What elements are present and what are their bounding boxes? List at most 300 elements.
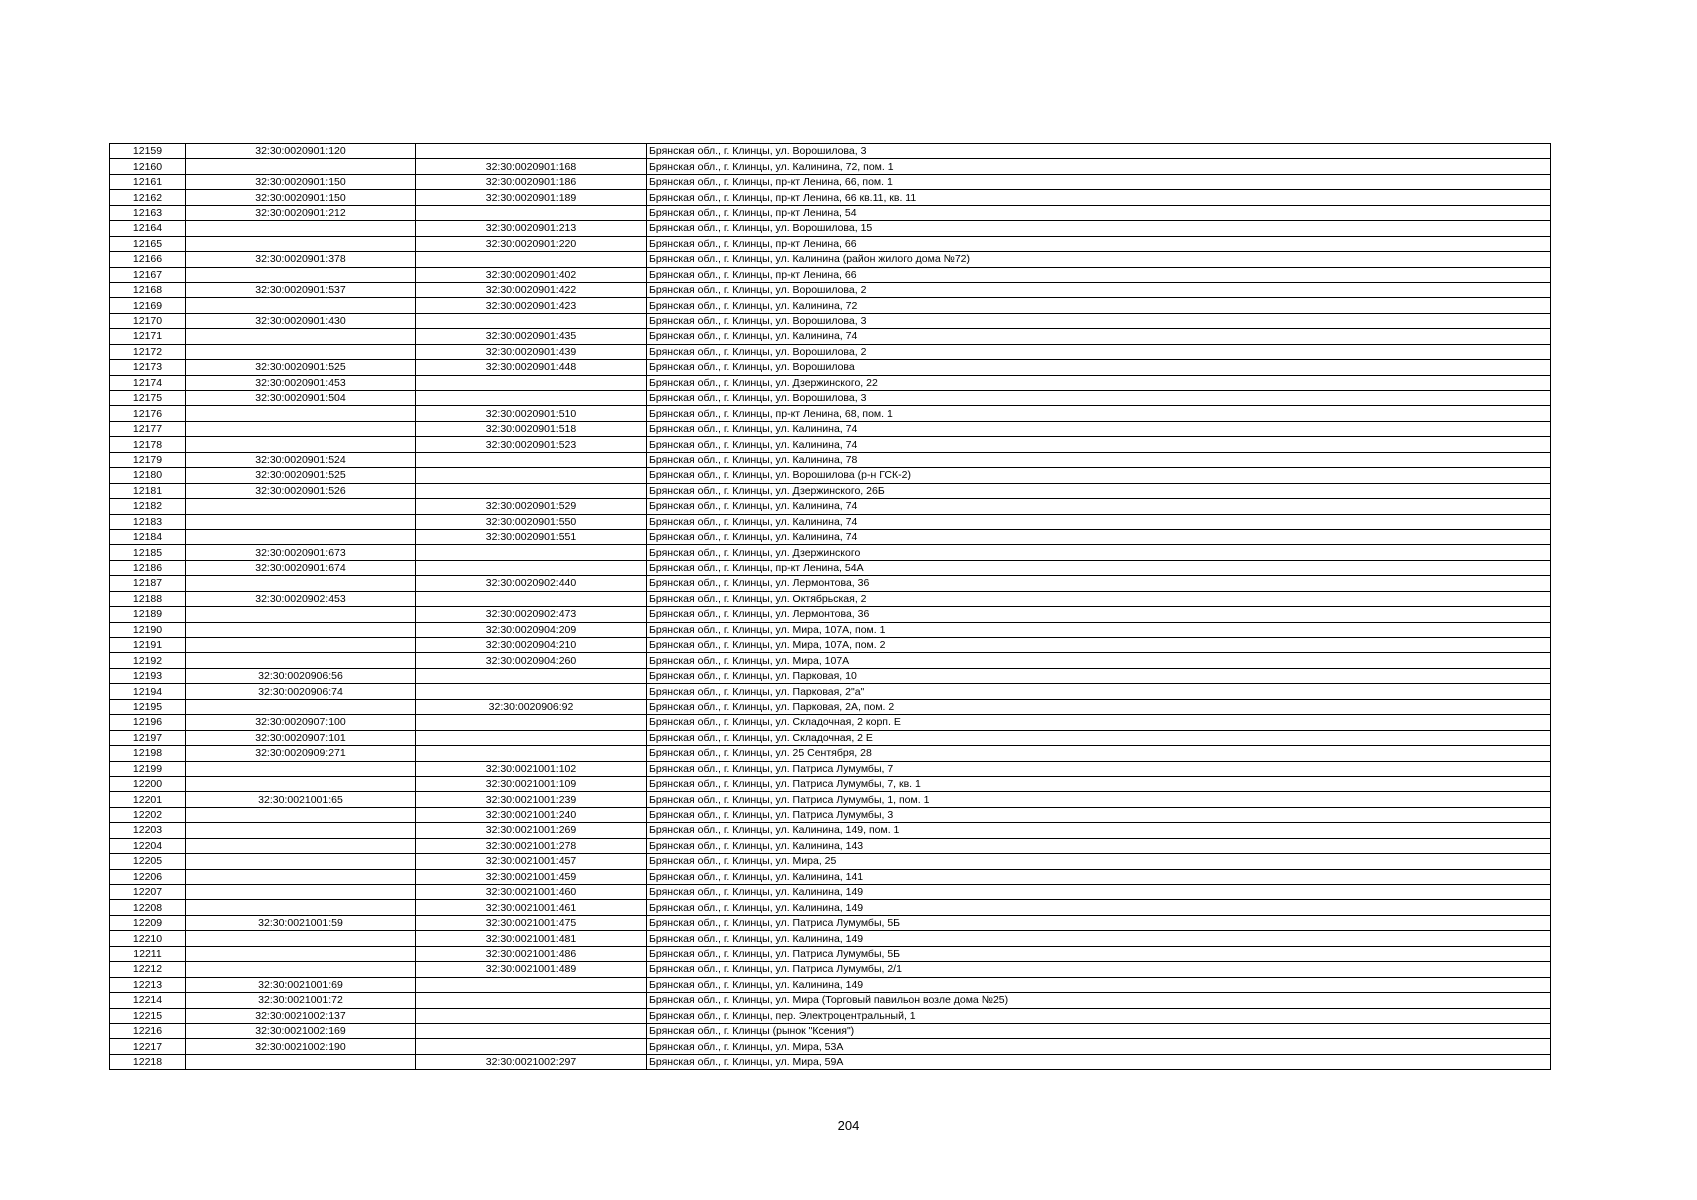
table-row [110,499,1551,514]
address-cell: Брянская обл., г. Клинцы, пр-кт Ленина, 66 кв.11, кв. 11 [647,190,1551,205]
cadastral-number-cell [186,514,416,529]
cadastral-number-cell: 32:30:0020909:271 [186,746,416,761]
object-cadastral-number-cell [416,977,647,992]
address-cell: Брянская обл., г. Клинцы, ул. Патриса Лумумбы, 2/1 [647,962,1551,977]
row-number-cell: 12204 [110,838,186,853]
row-number-cell: 12213 [110,977,186,992]
row-number-cell: 12195 [110,699,186,714]
row-number-cell: 12210 [110,931,186,946]
table-row [110,576,1551,591]
row-number-cell: 12189 [110,607,186,622]
cadastral-number-cell [186,761,416,776]
object-cadastral-number-cell: 32:30:0021001:239 [416,792,647,807]
object-cadastral-number-cell: 32:30:0021001:481 [416,931,647,946]
table-row [110,483,1551,498]
address-cell: Брянская обл., г. Клинцы, пер. Электроцентральный, 1 [647,1008,1551,1023]
object-cadastral-number-cell [416,252,647,267]
table-row [110,344,1551,359]
row-number-cell: 12170 [110,313,186,328]
address-cell: Брянская обл., г. Клинцы, ул. Ворошилова, 15 [647,221,1551,236]
row-number-cell: 12163 [110,205,186,220]
row-number-cell: 12197 [110,730,186,745]
table-row [110,313,1551,328]
object-cadastral-number-cell: 32:30:0020901:529 [416,499,647,514]
cadastral-number-cell [186,159,416,174]
row-number-cell: 12191 [110,638,186,653]
object-cadastral-number-cell: 32:30:0020901:213 [416,221,647,236]
address-cell: Брянская обл., г. Клинцы, ул. Ворошилова, 2 [647,344,1551,359]
table-row [110,823,1551,838]
address-cell: Брянская обл., г. Клинцы, ул. Калинина (район жилого дома №72) [647,252,1551,267]
object-cadastral-number-cell: 32:30:0020901:220 [416,236,647,251]
cadastral-number-cell [186,807,416,822]
row-number-cell: 12211 [110,946,186,961]
cadastral-number-cell [186,267,416,282]
cadastral-number-cell: 32:30:0020901:673 [186,545,416,560]
row-number-cell: 12161 [110,174,186,189]
table-row [110,607,1551,622]
row-number-cell: 12171 [110,329,186,344]
object-cadastral-number-cell [416,468,647,483]
row-number-cell: 12203 [110,823,186,838]
table-row [110,514,1551,529]
table-row [110,993,1551,1008]
row-number-cell: 12182 [110,499,186,514]
object-cadastral-number-cell: 32:30:0021001:457 [416,854,647,869]
row-number-cell: 12176 [110,406,186,421]
address-cell: Брянская обл., г. Клинцы, ул. Мира, 107А [647,653,1551,668]
cadastral-number-cell [186,221,416,236]
table-row [110,776,1551,791]
object-cadastral-number-cell [416,715,647,730]
row-number-cell: 12160 [110,159,186,174]
address-cell: Брянская обл., г. Клинцы, ул. Дзержинского [647,545,1551,560]
row-number-cell: 12168 [110,282,186,297]
address-cell: Брянская обл., г. Клинцы, ул. Ворошилова (р-н ГСК-2) [647,468,1551,483]
cadastral-number-cell [186,699,416,714]
address-cell: Брянская обл., г. Клинцы, ул. Патриса Лумумбы, 5Б [647,915,1551,930]
row-number-cell: 12201 [110,792,186,807]
address-cell: Брянская обл., г. Клинцы, ул. Калинина, 143 [647,838,1551,853]
cadastral-number-cell [186,437,416,452]
table-row [110,915,1551,930]
table-row [110,684,1551,699]
object-cadastral-number-cell: 32:30:0020904:260 [416,653,647,668]
table-row [110,668,1551,683]
address-cell: Брянская обл., г. Клинцы, ул. Мира, 53А [647,1039,1551,1054]
address-cell: Брянская обл., г. Клинцы, ул. Патриса Лумумбы, 7, кв. 1 [647,776,1551,791]
table-row [110,653,1551,668]
cadastral-number-cell: 32:30:0021002:169 [186,1023,416,1038]
object-cadastral-number-cell: 32:30:0020901:168 [416,159,647,174]
row-number-cell: 12159 [110,144,186,159]
object-cadastral-number-cell: 32:30:0020904:209 [416,622,647,637]
table-row [110,360,1551,375]
table-row [110,1023,1551,1038]
object-cadastral-number-cell: 32:30:0020901:186 [416,174,647,189]
address-cell: Брянская обл., г. Клинцы, ул. Лермонтова, 36 [647,607,1551,622]
table-row [110,252,1551,267]
table-row [110,946,1551,961]
cadastral-number-cell [186,854,416,869]
cadastral-number-cell: 32:30:0020901:453 [186,375,416,390]
object-cadastral-number-cell [416,746,647,761]
table-row [110,838,1551,853]
table-row [110,221,1551,236]
table-row [110,282,1551,297]
cadastral-number-cell [186,406,416,421]
cadastral-number-cell [186,1054,416,1069]
object-cadastral-number-cell: 32:30:0021001:489 [416,962,647,977]
address-cell: Брянская обл., г. Клинцы, ул. Патриса Лумумбы, 5Б [647,946,1551,961]
address-cell: Брянская обл., г. Клинцы, ул. Калинина, 149, пом. 1 [647,823,1551,838]
table-row [110,869,1551,884]
table-row [110,468,1551,483]
object-cadastral-number-cell: 32:30:0021001:240 [416,807,647,822]
table-row [110,174,1551,189]
address-cell: Брянская обл., г. Клинцы, ул. Парковая, 2А, пом. 2 [647,699,1551,714]
page-number: 204 [837,1118,860,1133]
address-cell: Брянская обл., г. Клинцы, пр-кт Ленина, 68, пом. 1 [647,406,1551,421]
cadastral-number-cell [186,946,416,961]
row-number-cell: 12173 [110,360,186,375]
row-number-cell: 12164 [110,221,186,236]
object-cadastral-number-cell [416,1039,647,1054]
cadastral-number-cell: 32:30:0020902:453 [186,591,416,606]
object-cadastral-number-cell: 32:30:0020902:473 [416,607,647,622]
address-cell: Брянская обл., г. Клинцы, ул. Дзержинского, 22 [647,375,1551,390]
address-cell: Брянская обл., г. Клинцы, ул. Мира, 107А, пом. 1 [647,622,1551,637]
object-cadastral-number-cell: 32:30:0020901:422 [416,282,647,297]
object-cadastral-number-cell [416,313,647,328]
cadastral-number-cell [186,885,416,900]
cadastral-number-cell: 32:30:0020901:504 [186,391,416,406]
row-number-cell: 12217 [110,1039,186,1054]
object-cadastral-number-cell [416,668,647,683]
address-cell: Брянская обл., г. Клинцы, ул. Калинина, 78 [647,452,1551,467]
address-cell: Брянская обл., г. Клинцы, ул. Калинина, 72 [647,298,1551,313]
table-row [110,622,1551,637]
address-cell: Брянская обл., г. Клинцы, ул. Мира, 25 [647,854,1551,869]
row-number-cell: 12199 [110,761,186,776]
address-cell: Брянская обл., г. Клинцы, ул. Складочная, 2 Е [647,730,1551,745]
table-row [110,391,1551,406]
cadastral-number-cell [186,329,416,344]
address-cell: Брянская обл., г. Клинцы, ул. Ворошилова, 3 [647,391,1551,406]
object-cadastral-number-cell: 32:30:0020901:551 [416,529,647,544]
row-number-cell: 12172 [110,344,186,359]
address-cell: Брянская обл., г. Клинцы, пр-кт Ленина, 66, пом. 1 [647,174,1551,189]
cadastral-number-cell [186,576,416,591]
object-cadastral-number-cell: 32:30:0021001:102 [416,761,647,776]
row-number-cell: 12177 [110,421,186,436]
object-cadastral-number-cell [416,1008,647,1023]
address-cell: Брянская обл., г. Клинцы, ул. Калинина, 74 [647,514,1551,529]
table-row [110,529,1551,544]
row-number-cell: 12184 [110,529,186,544]
object-cadastral-number-cell [416,452,647,467]
table-row [110,931,1551,946]
address-cell: Брянская обл., г. Клинцы, ул. Калинина, 74 [647,437,1551,452]
address-cell: Брянская обл., г. Клинцы, ул. Калинина, 149 [647,900,1551,915]
row-number-cell: 12188 [110,591,186,606]
address-cell: Брянская обл., г. Клинцы, пр-кт Ленина, 54 [647,205,1551,220]
cadastral-number-cell: 32:30:0021001:59 [186,915,416,930]
row-number-cell: 12181 [110,483,186,498]
object-cadastral-number-cell: 32:30:0021001:459 [416,869,647,884]
table-row [110,545,1551,560]
row-number-cell: 12194 [110,684,186,699]
row-number-cell: 12175 [110,391,186,406]
table-row [110,854,1551,869]
cadastral-number-cell: 32:30:0020901:378 [186,252,416,267]
object-cadastral-number-cell: 32:30:0021002:297 [416,1054,647,1069]
object-cadastral-number-cell: 32:30:0020906:92 [416,699,647,714]
row-number-cell: 12162 [110,190,186,205]
row-number-cell: 12186 [110,560,186,575]
table-row [110,977,1551,992]
table-row [110,205,1551,220]
table-row [110,190,1551,205]
cadastral-number-cell: 32:30:0020901:674 [186,560,416,575]
table-row [110,329,1551,344]
object-cadastral-number-cell: 32:30:0020901:189 [416,190,647,205]
row-number-cell: 12190 [110,622,186,637]
cadastral-number-cell [186,776,416,791]
row-number-cell: 12165 [110,236,186,251]
cadastral-number-cell: 32:30:0020907:101 [186,730,416,745]
address-cell: Брянская обл., г. Клинцы, ул. Парковая, 2"а" [647,684,1551,699]
table-row [110,962,1551,977]
object-cadastral-number-cell: 32:30:0020901:550 [416,514,647,529]
table-row [110,406,1551,421]
cadastral-number-cell [186,931,416,946]
row-number-cell: 12167 [110,267,186,282]
address-cell: Брянская обл., г. Клинцы, пр-кт Ленина, 54А [647,560,1551,575]
address-cell: Брянская обл., г. Клинцы (рынок "Ксения") [647,1023,1551,1038]
cadastral-number-cell: 32:30:0020901:525 [186,468,416,483]
address-cell: Брянская обл., г. Клинцы, ул. Калинина, 149 [647,977,1551,992]
object-cadastral-number-cell [416,545,647,560]
table-row [110,560,1551,575]
registry-table [109,143,1551,1070]
row-number-cell: 12205 [110,854,186,869]
row-number-cell: 12196 [110,715,186,730]
table-row [110,715,1551,730]
object-cadastral-number-cell [416,375,647,390]
cadastral-number-cell [186,529,416,544]
row-number-cell: 12179 [110,452,186,467]
cadastral-number-cell [186,823,416,838]
object-cadastral-number-cell: 32:30:0021001:109 [416,776,647,791]
cadastral-number-cell: 32:30:0020901:150 [186,190,416,205]
cadastral-number-cell: 32:30:0020907:100 [186,715,416,730]
cadastral-number-cell [186,607,416,622]
object-cadastral-number-cell: 32:30:0021001:460 [416,885,647,900]
address-cell: Брянская обл., г. Клинцы, ул. Калинина, 74 [647,329,1551,344]
row-number-cell: 12166 [110,252,186,267]
object-cadastral-number-cell: 32:30:0020901:523 [416,437,647,452]
table-row [110,144,1551,159]
row-number-cell: 12187 [110,576,186,591]
address-cell: Брянская обл., г. Клинцы, ул. Патриса Лумумбы, 3 [647,807,1551,822]
table-row [110,792,1551,807]
cadastral-number-cell [186,653,416,668]
table-row [110,1039,1551,1054]
cadastral-number-cell: 32:30:0021002:190 [186,1039,416,1054]
address-cell: Брянская обл., г. Клинцы, ул. Мира (Торговый павильон возле дома №25) [647,993,1551,1008]
table-row [110,900,1551,915]
table-row [110,1054,1551,1069]
cadastral-number-cell: 32:30:0020906:56 [186,668,416,683]
cadastral-number-cell: 32:30:0020901:537 [186,282,416,297]
cadastral-number-cell [186,962,416,977]
object-cadastral-number-cell [416,560,647,575]
object-cadastral-number-cell: 32:30:0020901:518 [416,421,647,436]
cadastral-number-cell [186,638,416,653]
table-row [110,298,1551,313]
table-row [110,591,1551,606]
cadastral-number-cell [186,499,416,514]
object-cadastral-number-cell [416,1023,647,1038]
table-row [110,267,1551,282]
object-cadastral-number-cell: 32:30:0020904:210 [416,638,647,653]
row-number-cell: 12208 [110,900,186,915]
table-row [110,761,1551,776]
table-row [110,638,1551,653]
table-row [110,159,1551,174]
row-number-cell: 12202 [110,807,186,822]
table-row [110,375,1551,390]
row-number-cell: 12185 [110,545,186,560]
table-row [110,236,1551,251]
object-cadastral-number-cell [416,591,647,606]
row-number-cell: 12193 [110,668,186,683]
cadastral-number-cell [186,421,416,436]
row-number-cell: 12178 [110,437,186,452]
cadastral-number-cell: 32:30:0021001:65 [186,792,416,807]
address-cell: Брянская обл., г. Клинцы, ул. Калинина, 74 [647,499,1551,514]
cadastral-number-cell [186,869,416,884]
cadastral-number-cell [186,344,416,359]
cadastral-number-cell: 32:30:0021002:137 [186,1008,416,1023]
object-cadastral-number-cell [416,730,647,745]
row-number-cell: 12192 [110,653,186,668]
table-row [110,421,1551,436]
row-number-cell: 12198 [110,746,186,761]
object-cadastral-number-cell [416,144,647,159]
cadastral-number-cell: 32:30:0020906:74 [186,684,416,699]
address-cell: Брянская обл., г. Клинцы, ул. 25 Сентября, 28 [647,746,1551,761]
address-cell: Брянская обл., г. Клинцы, ул. Парковая, 10 [647,668,1551,683]
address-cell: Брянская обл., г. Клинцы, ул. Патриса Лумумбы, 7 [647,761,1551,776]
table-row [110,730,1551,745]
table-row [110,746,1551,761]
object-cadastral-number-cell: 32:30:0021001:486 [416,946,647,961]
object-cadastral-number-cell: 32:30:0020901:439 [416,344,647,359]
address-cell: Брянская обл., г. Клинцы, пр-кт Ленина, 66 [647,267,1551,282]
address-cell: Брянская обл., г. Клинцы, ул. Ворошилова, 2 [647,282,1551,297]
row-number-cell: 12209 [110,915,186,930]
row-number-cell: 12180 [110,468,186,483]
object-cadastral-number-cell: 32:30:0020901:510 [416,406,647,421]
row-number-cell: 12174 [110,375,186,390]
row-number-cell: 12206 [110,869,186,884]
address-cell: Брянская обл., г. Клинцы, ул. Лермонтова, 36 [647,576,1551,591]
object-cadastral-number-cell: 32:30:0021001:475 [416,915,647,930]
registry-table-body [110,144,1551,1070]
row-number-cell: 12212 [110,962,186,977]
table-row [110,807,1551,822]
object-cadastral-number-cell: 32:30:0020901:423 [416,298,647,313]
address-cell: Брянская обл., г. Клинцы, ул. Калинина, 72, пом. 1 [647,159,1551,174]
table-row [110,452,1551,467]
address-cell: Брянская обл., г. Клинцы, ул. Патриса Лумумбы, 1, пом. 1 [647,792,1551,807]
object-cadastral-number-cell: 32:30:0021001:269 [416,823,647,838]
row-number-cell: 12200 [110,776,186,791]
object-cadastral-number-cell: 32:30:0020901:448 [416,360,647,375]
cadastral-number-cell [186,236,416,251]
row-number-cell: 12183 [110,514,186,529]
address-cell: Брянская обл., г. Клинцы, ул. Складочная, 2 корп. Е [647,715,1551,730]
object-cadastral-number-cell [416,483,647,498]
address-cell: Брянская обл., г. Клинцы, ул. Ворошилова [647,360,1551,375]
table-row [110,699,1551,714]
row-number-cell: 12169 [110,298,186,313]
address-cell: Брянская обл., г. Клинцы, ул. Мира, 59А [647,1054,1551,1069]
object-cadastral-number-cell: 32:30:0020901:435 [416,329,647,344]
row-number-cell: 12207 [110,885,186,900]
address-cell: Брянская обл., г. Клинцы, ул. Калинина, 74 [647,529,1551,544]
row-number-cell: 12216 [110,1023,186,1038]
cadastral-number-cell: 32:30:0020901:212 [186,205,416,220]
row-number-cell: 12214 [110,993,186,1008]
object-cadastral-number-cell [416,391,647,406]
cadastral-number-cell: 32:30:0020901:430 [186,313,416,328]
cadastral-number-cell: 32:30:0020901:150 [186,174,416,189]
cadastral-number-cell: 32:30:0020901:526 [186,483,416,498]
cadastral-number-cell: 32:30:0020901:524 [186,452,416,467]
address-cell: Брянская обл., г. Клинцы, ул. Октябрьская, 2 [647,591,1551,606]
cadastral-number-cell: 32:30:0021001:69 [186,977,416,992]
address-cell: Брянская обл., г. Клинцы, пр-кт Ленина, 66 [647,236,1551,251]
object-cadastral-number-cell: 32:30:0021001:278 [416,838,647,853]
address-cell: Брянская обл., г. Клинцы, ул. Калинина, 149 [647,931,1551,946]
cadastral-number-cell: 32:30:0021001:72 [186,993,416,1008]
object-cadastral-number-cell [416,684,647,699]
row-number-cell: 12218 [110,1054,186,1069]
object-cadastral-number-cell [416,993,647,1008]
cadastral-number-cell [186,298,416,313]
address-cell: Брянская обл., г. Клинцы, ул. Калинина, 74 [647,421,1551,436]
address-cell: Брянская обл., г. Клинцы, ул. Ворошилова, 3 [647,144,1551,159]
address-cell: Брянская обл., г. Клинцы, ул. Ворошилова, 3 [647,313,1551,328]
address-cell: Брянская обл., г. Клинцы, ул. Калинина, 149 [647,885,1551,900]
table-row [110,1008,1551,1023]
address-cell: Брянская обл., г. Клинцы, ул. Мира, 107А, пом. 2 [647,638,1551,653]
table-row [110,885,1551,900]
object-cadastral-number-cell: 32:30:0020902:440 [416,576,647,591]
cadastral-number-cell [186,900,416,915]
cadastral-number-cell [186,838,416,853]
cadastral-number-cell: 32:30:0020901:525 [186,360,416,375]
row-number-cell: 12215 [110,1008,186,1023]
address-cell: Брянская обл., г. Клинцы, ул. Калинина, 141 [647,869,1551,884]
address-cell: Брянская обл., г. Клинцы, ул. Дзержинского, 26Б [647,483,1551,498]
table-row [110,437,1551,452]
object-cadastral-number-cell: 32:30:0021001:461 [416,900,647,915]
cadastral-number-cell [186,622,416,637]
